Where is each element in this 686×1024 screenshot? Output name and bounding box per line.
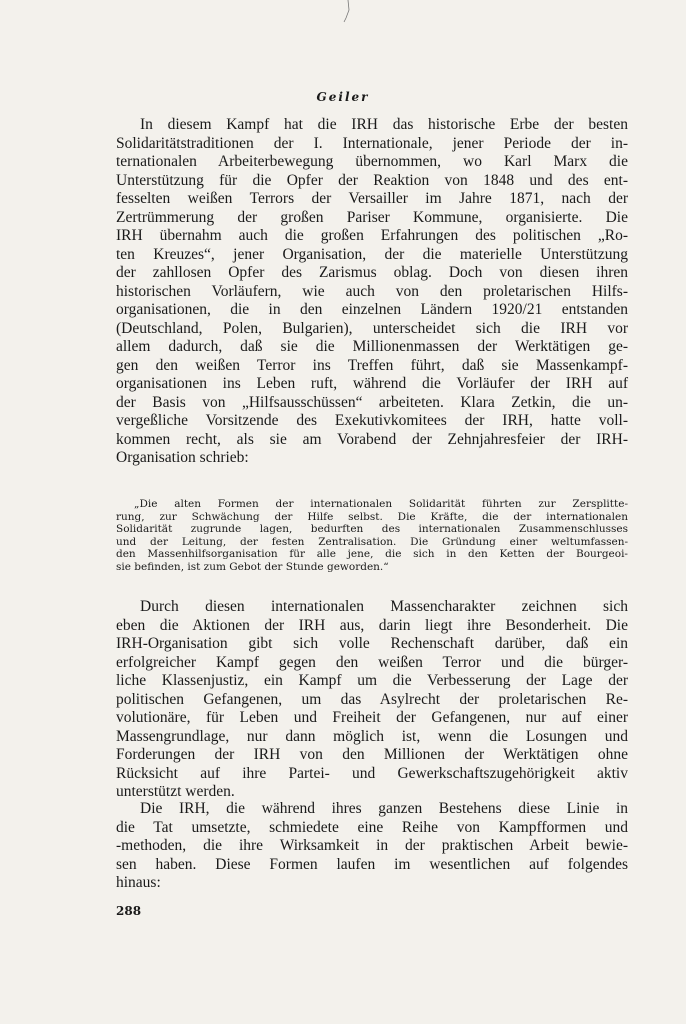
- text-line: organisationen ins Leben ruft, während die Vorläufer der IRH auf: [116, 375, 628, 392]
- text-line: allem dadurch, daß sie die Millionenmassen der Werktätigen ge-: [116, 338, 628, 355]
- text-line: hinaus:: [116, 874, 161, 891]
- block-quote: [116, 498, 628, 573]
- text-line: Zertrümmerung der großen Pariser Kommune, organisierte. Die: [116, 208, 628, 226]
- text-line: Forderungen der IRH von den Millionen der Werktätigen ohne: [116, 746, 628, 763]
- text-line: historischen Vorläufern, wie auch von den proletarischen Hilfs-: [116, 282, 628, 300]
- paragraph-2: [116, 598, 628, 802]
- text-line: Die IRH, die während ihres ganzen Bestehens diese Linie in: [140, 800, 628, 817]
- text-line: Organisation schrieb:: [116, 449, 249, 466]
- text-line: (Deutschland, Polen, Bulgarien), unterscheidet sich die IRH vor: [116, 319, 628, 337]
- text-line: volutionäre, für Leben und Freiheit der Gefangenen, nur auf einer: [116, 709, 628, 726]
- quote-line: Solidarität zugrunde lagen, bedurften des internationalen Zusammenschlusses: [116, 523, 628, 535]
- text-line: liche Klassenjustiz, ein Kampf um die Verbesserung der Lage der: [116, 672, 628, 689]
- text-line: IRH-Organisation gibt sich volle Rechenschaft darüber, daß ein: [116, 635, 628, 652]
- text-line: fesselten weißen Terrors der Versailler im Jahre 1871, nach der: [116, 190, 628, 207]
- page-number: 288: [116, 904, 142, 918]
- text-line: IRH übernahm auch die großen Erfahrungen des politischen „Ro-: [116, 227, 628, 244]
- text-line: ten Kreuzes“, jener Organisation, der die materielle Unterstützung: [116, 245, 628, 263]
- text-line: Rücksicht auf ihre Partei- und Gewerkschaftszugehörigkeit aktiv: [116, 764, 628, 782]
- text-line: erfolgreicher Kampf gegen den weißen Terror und die bürger-: [116, 653, 628, 671]
- paragraph-3: [116, 800, 628, 893]
- text-line: sen haben. Diese Formen laufen im wesentlichen auf folgendes: [116, 855, 628, 873]
- quote-line: und der Leitung, der festen Zentralisation. Die Gründung einer weltumfassen-: [116, 535, 628, 548]
- text-line: politischen Gefangenen, um das Asylrecht der proletarischen Re-: [116, 690, 628, 708]
- text-line: kommen recht, als sie am Vorabend der Zehnjahresfeier der IRH-: [116, 430, 628, 448]
- text-line: der Basis von „Hilfsausschüssen“ arbeiteten. Klara Zetkin, die un-: [116, 393, 628, 411]
- scan-artifact-mark: [342, 0, 354, 24]
- text-line: ternationalen Arbeiterbewegung übernommen, wo Karl Marx die: [116, 153, 628, 170]
- text-line: Unterstützung für die Opfer der Reaktion von 1848 und des ent-: [116, 171, 628, 189]
- text-line: der zahllosen Opfer des Zarismus oblag. Doch von diesen ihren: [116, 264, 628, 281]
- paragraph-1: [116, 116, 628, 468]
- running-header: Geiler: [316, 90, 370, 104]
- text-line: Durch diesen internationalen Massencharakter zeichnen sich: [140, 598, 628, 615]
- quote-line: sie befinden, ist zum Gebot der Stunde geworden.“: [116, 560, 389, 573]
- text-line: die Tat umsetzte, schmiedete eine Reihe von Kampfformen und: [116, 818, 628, 836]
- quote-line: den Massenhilfsorganisation für alle jene, die sich in den Ketten der Bourgeoi-: [116, 548, 628, 560]
- quote-line: rung, zur Schwächung der Hilfe selbst. Die Kräfte, die der internationalen: [116, 510, 628, 523]
- text-line: vergeßliche Vorsitzende des Exekutivkomitees der IRH, hatte voll-: [116, 412, 628, 429]
- text-line: unterstützt werden.: [116, 783, 235, 800]
- text-line: Massengrundlage, nur dann möglich ist, wenn die Losungen und: [116, 727, 628, 745]
- text-line: gen den weißen Terror ins Treffen führt, daß sie Massenkampf-: [116, 356, 628, 374]
- text-line: Solidaritätstraditionen der I. Internationale, jener Periode der in-: [116, 134, 628, 152]
- quote-line: „Die alten Formen der internationalen Solidarität führten zur Zersplitte-: [134, 498, 628, 510]
- text-line: organisationen, die in den einzelnen Ländern 1920/21 entstanden: [116, 301, 628, 318]
- text-line: -methoden, die ihre Wirksamkeit in der praktischen Arbeit bewie-: [116, 837, 628, 854]
- text-line: eben die Aktionen der IRH aus, darin liegt ihre Besonderheit. Die: [116, 616, 628, 634]
- text-line: In diesem Kampf hat die IRH das historische Erbe der besten: [140, 116, 628, 133]
